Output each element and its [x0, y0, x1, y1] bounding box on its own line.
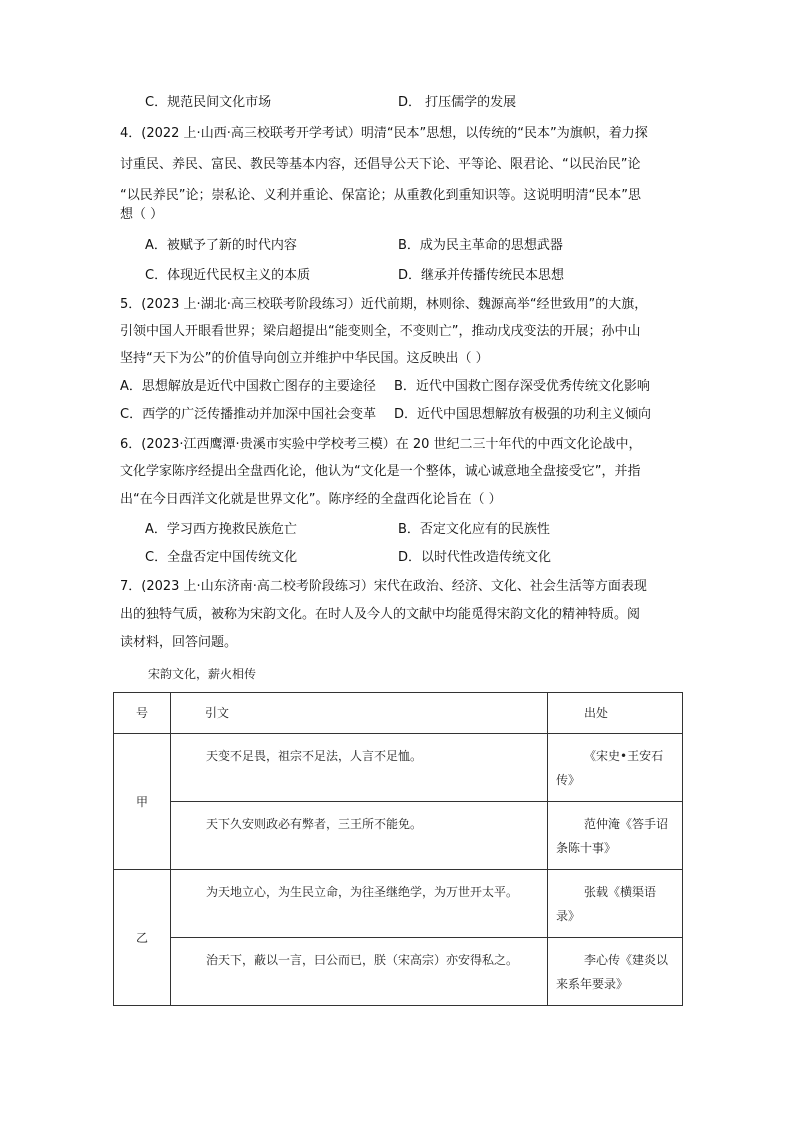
q5-option-c: C．西学的广泛传播推动并加深中国社会变革 [120, 407, 377, 422]
q4-option-c: C．体现近代民权主义的本质 [145, 268, 311, 283]
header-quote: 引文 [171, 693, 548, 734]
table-row [114, 734, 683, 802]
quote-cell: 治天下，蔽以一言，曰公而已，朕（宋高宗）亦安得私之。 [171, 938, 548, 1006]
q4-stem-line-3: “以民养民”论；崇私论、义利并重论、保富论；从重教化到重知识等。这说明明清“民本”思 [120, 188, 641, 203]
q6-option-c: C．全盘否定中国传统文化 [145, 550, 298, 565]
q5-stem-line-3: 坚持“天下为公”的价值导向创立并维护中华民国。这反映出（ ） [120, 351, 489, 366]
q6-option-a: A．学习西方挽救民族危亡 [145, 522, 297, 537]
table-row [114, 938, 683, 1006]
q7-stem-line-2: 出的独特气质，被称为宋韵文化。在时人及今人的文献中均能觅得宋韵文化的精神特质。阅 [120, 607, 641, 622]
source-cell: 范仲淹《答手诏条陈十事》 [548, 802, 683, 870]
q4-option-b: B．成为民主革命的思想武器 [398, 238, 563, 253]
header-number: 号 [114, 693, 171, 734]
group-label-jia: 甲 [114, 734, 171, 870]
q5-option-a: A．思想解放是近代中国救亡图存的主要途径 [120, 379, 376, 394]
quote-cell: 为天地立心，为生民立命，为往圣继绝学，为万世开太平。 [171, 870, 548, 938]
source-cell: 张载《横渠语录》 [548, 870, 683, 938]
q4-stem-line-1: 4．(2022 上·山西·高三校联考开学考试）明清“民本”思想，以传统的“民本”为旗帜，着力探 [120, 126, 648, 141]
q6-stem-line-3: 出“在今日西洋文化就是世界文化”。陈序经的全盘西化论旨在（ ） [120, 492, 502, 507]
table-row [114, 802, 683, 870]
q3-option-d: D． 打压儒学的发展 [398, 95, 517, 110]
q7-stem-line-1: 7．(2023 上·山东济南·高二校考阶段练习）宋代在政治、经济、文化、社会生活等方面表现 [120, 579, 647, 594]
table-row [114, 870, 683, 938]
source-cell: 《宋史•王安石传》 [548, 734, 683, 802]
q6-option-d: D．以时代性改造传统文化 [398, 550, 552, 565]
table-title: 宋韵文化，薪火相传 [148, 667, 257, 681]
q6-stem-line-2: 文化学家陈序经提出全盘西化论，他认为“文化是一个整体，诚心诚意地全盘接受它”，并指 [120, 464, 641, 479]
quote-cell: 天变不足畏，祖宗不足法，人言不足恤。 [171, 734, 548, 802]
quotes-table [113, 692, 683, 1006]
q4-stem-line-2: 讨重民、养民、富民、教民等基本内容，还倡导公天下论、平等论、限君论、“以民治民”论 [120, 157, 641, 172]
q4-option-a: A．被赋予了新的时代内容 [145, 238, 297, 253]
header-source: 出处 [548, 693, 683, 734]
quote-cell: 天下久安则政必有弊者，三王所不能免。 [171, 802, 548, 870]
q6-option-b: B．否定文化应有的民族性 [398, 522, 550, 537]
q4-option-d: D．继承并传播传统民本思想 [398, 268, 565, 283]
source-cell: 李心传《建炎以来系年要录》 [548, 938, 683, 1006]
q3-option-c: C．规范民间文化市场 [145, 95, 272, 110]
q4-stem-line-4: 想（ ） [120, 207, 164, 222]
q5-option-b: B．近代中国救亡图存深受优秀传统文化影响 [394, 379, 650, 394]
q6-stem-line-1: 6．(2023·江西鹰潭·贵溪市实验中学校考三模）在 20 世纪二三十年代的中西文化论战中， [120, 437, 642, 452]
q5-stem-line-2: 引领中国人开眼看世界；梁启超提出“能变则全，不变则亡”，推动戊戌变法的开展；孙中山 [120, 324, 641, 339]
table-header-row [114, 693, 683, 734]
q5-option-d: D．近代中国思想解放有极强的功利主义倾向 [394, 407, 652, 422]
group-label-yi: 乙 [114, 870, 171, 1006]
q5-stem-line-1: 5．(2023 上·湖北·高三校联考阶段练习）近代前期，林则徐、魏源高举“经世致用”的大旗， [120, 297, 648, 312]
q7-stem-line-3: 读材料，回答问题。 [120, 635, 238, 650]
